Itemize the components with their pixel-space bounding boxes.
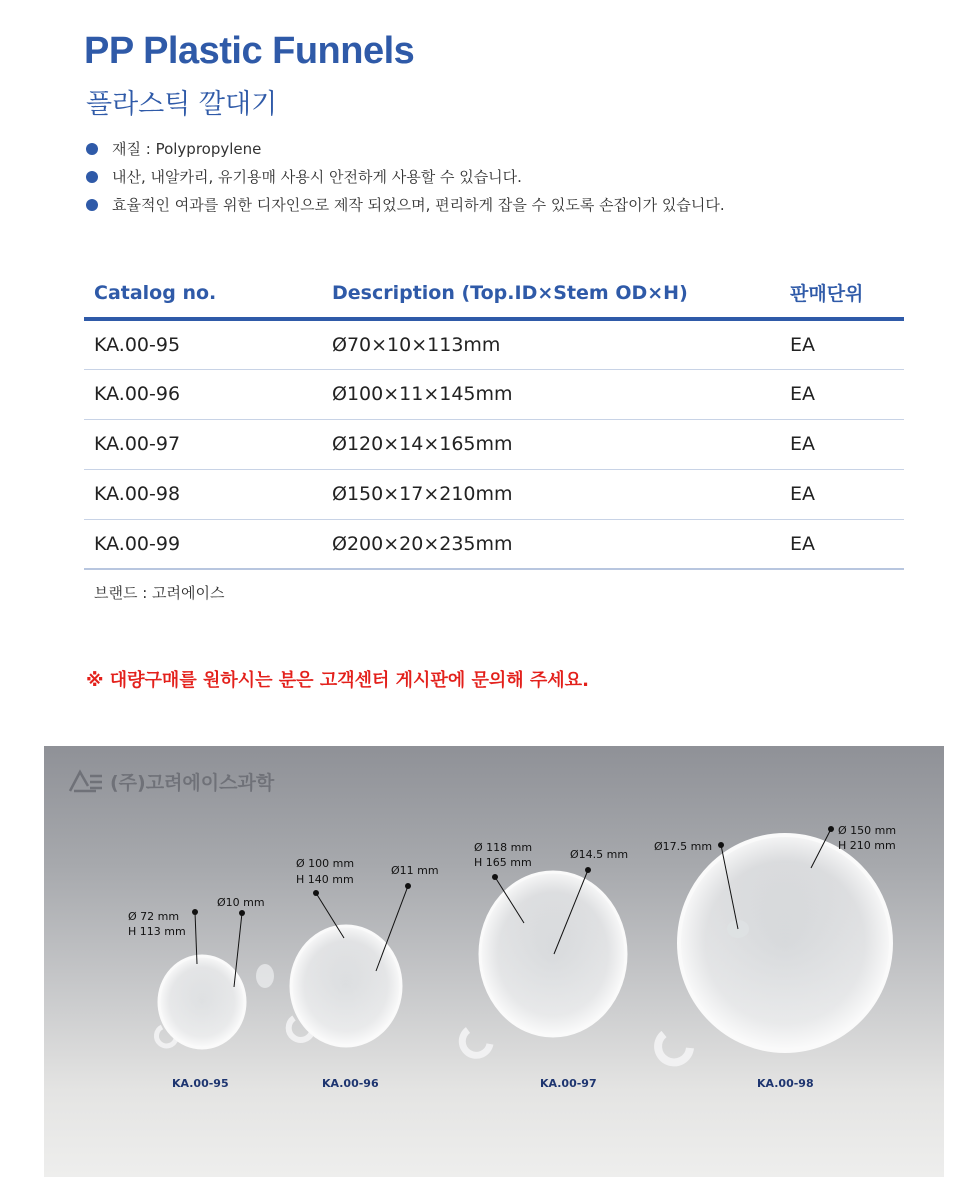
funnel-label-stem: Ø17.5 mm xyxy=(654,840,713,853)
cell-catalog: KA.00-98 xyxy=(84,469,322,519)
table-header-row xyxy=(84,268,904,319)
funnel-label-diameter: Ø 72 mm xyxy=(128,910,180,923)
header-catalog: Catalog no. xyxy=(84,268,322,319)
cell-catalog: KA.00-97 xyxy=(84,419,322,469)
cell-unit: EA xyxy=(780,519,904,569)
cell-unit: EA xyxy=(780,469,904,519)
page-subtitle: 플라스틱 깔대기 xyxy=(86,89,278,120)
funnel-catalog-label: KA.00-95 xyxy=(172,1077,229,1090)
bullet-icon xyxy=(86,171,98,183)
cell-unit: EA xyxy=(780,369,904,419)
table-row xyxy=(84,519,904,569)
funnel-label-diameter: Ø 118 mm xyxy=(474,841,533,854)
spec-table xyxy=(84,268,904,570)
table-row xyxy=(84,419,904,469)
funnel-label-diameter: Ø 150 mm xyxy=(838,824,897,837)
funnel-label-height: H 165 mm xyxy=(474,856,532,869)
header-description: Description (Top.ID×Stem OD×H) xyxy=(322,268,780,319)
feature-text: 효율적인 여과를 위한 디자인으로 제작 되었으며, 편리하게 잡을 수 있도록 손잡이가 있습니다. xyxy=(112,196,725,214)
feature-item xyxy=(86,194,725,222)
cell-description: Ø70×10×113mm xyxy=(322,319,780,369)
header-unit: 판매단위 xyxy=(780,268,904,319)
funnel-label-height: H 113 mm xyxy=(128,925,186,938)
cell-catalog: KA.00-99 xyxy=(84,519,322,569)
feature-text: 재질 : Polypropylene xyxy=(112,140,262,158)
funnel-ka-00-98 xyxy=(654,824,896,1090)
product-photo-illustration xyxy=(44,746,944,1177)
feature-text: 내산, 내알카리, 유기용매 사용시 안전하게 사용할 수 있습니다. xyxy=(112,168,522,186)
cell-catalog: KA.00-95 xyxy=(84,319,322,369)
table-row xyxy=(84,319,904,369)
cell-unit: EA xyxy=(780,419,904,469)
cell-description: Ø100×11×145mm xyxy=(322,369,780,419)
funnel-catalog-label: KA.00-98 xyxy=(757,1077,814,1090)
table-row xyxy=(84,469,904,519)
feature-item xyxy=(86,166,725,194)
cell-description: Ø150×17×210mm xyxy=(322,469,780,519)
bullet-icon xyxy=(86,199,98,211)
funnel-label-diameter: Ø 100 mm xyxy=(296,857,355,870)
bulk-order-notice: ※ 대량구매를 원하시는 분은 고객센터 게시판에 문의해 주세요. xyxy=(86,670,589,691)
brand-label: 브랜드 : 고려에이스 xyxy=(94,584,225,602)
product-photo xyxy=(44,746,944,1177)
feature-list xyxy=(86,138,725,222)
cell-unit: EA xyxy=(780,319,904,369)
cell-description: Ø200×20×235mm xyxy=(322,519,780,569)
funnel-label-stem: Ø11 mm xyxy=(391,864,439,877)
cell-catalog: KA.00-96 xyxy=(84,369,322,419)
funnel-catalog-label: KA.00-96 xyxy=(322,1077,379,1090)
funnel-label-stem: Ø14.5 mm xyxy=(570,848,629,861)
page-title: PP Plastic Funnels xyxy=(84,30,415,72)
funnel-ka-00-95 xyxy=(128,896,274,1090)
funnel-ka-00-96 xyxy=(289,857,439,1090)
feature-item xyxy=(86,138,725,166)
funnel-label-height: H 140 mm xyxy=(296,873,354,886)
table-row xyxy=(84,369,904,419)
funnel-ka-00-97 xyxy=(462,841,628,1090)
funnel-label-stem: Ø10 mm xyxy=(217,896,265,909)
funnel-label-height: H 210 mm xyxy=(838,839,896,852)
cell-description: Ø120×14×165mm xyxy=(322,419,780,469)
bullet-icon xyxy=(86,143,98,155)
funnel-catalog-label: KA.00-97 xyxy=(540,1077,597,1090)
company-logo xyxy=(70,771,275,794)
logo-text: (주)고려에이스과학 xyxy=(110,772,275,794)
